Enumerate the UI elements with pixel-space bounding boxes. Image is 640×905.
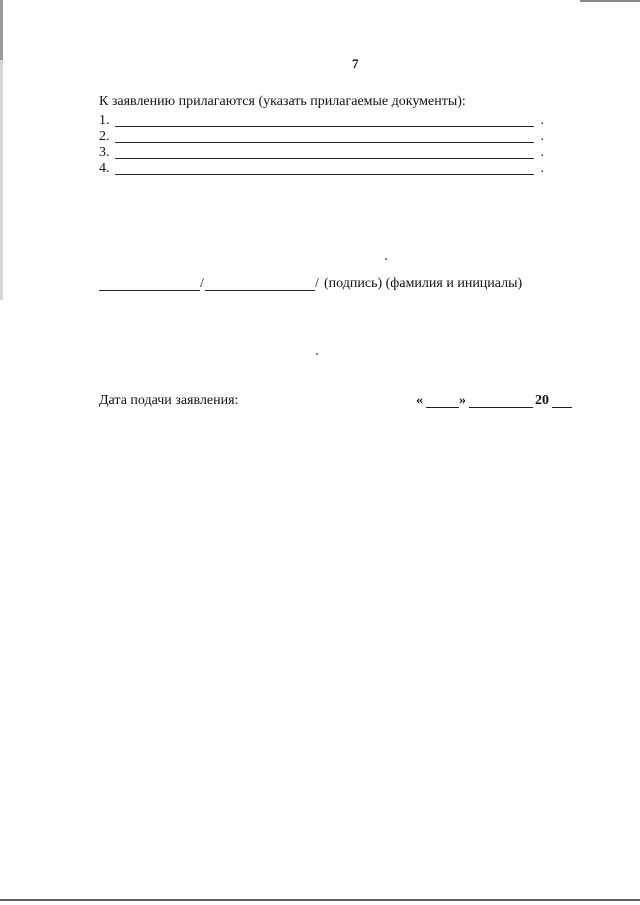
day-blank[interactable]: [426, 407, 459, 408]
submission-date-fields: [416, 393, 576, 411]
date-close-quote: »: [459, 393, 466, 408]
signature-row: [99, 276, 539, 294]
signature-blank[interactable]: [99, 290, 200, 291]
scan-speck: [316, 353, 318, 355]
page-number: 7: [352, 56, 359, 71]
attachment-line-4[interactable]: [99, 161, 544, 177]
signature-separator: /: [315, 276, 319, 291]
fill-in-rule: [115, 142, 534, 143]
attachment-line-end: .: [540, 129, 544, 144]
fill-in-rule: [115, 126, 534, 127]
year-prefix: 20: [535, 393, 549, 408]
attachment-line-end: .: [540, 145, 544, 160]
attachment-line-3[interactable]: [99, 145, 544, 161]
date-open-quote: «: [416, 393, 423, 408]
year-blank[interactable]: [552, 407, 572, 408]
attachment-line-end: .: [540, 161, 544, 176]
attachment-line-number: 3.: [99, 145, 110, 160]
month-blank[interactable]: [469, 407, 533, 408]
name-initials-blank[interactable]: [205, 290, 315, 291]
attachment-line-1[interactable]: [99, 113, 544, 129]
attachment-line-number: 1.: [99, 113, 110, 128]
attachment-line-number: 2.: [99, 129, 110, 144]
attachment-line-2[interactable]: [99, 129, 544, 145]
scan-speck: [385, 258, 387, 260]
scan-edge-bottom: [0, 899, 640, 901]
signature-captions: (подпись) (фамилия и инициалы): [324, 276, 523, 291]
attachments-heading: К заявлению прилагаются (указать прилагаемые документы):: [99, 94, 466, 109]
scan-edge-left: [0, 0, 3, 905]
scan-edge-top: [580, 0, 640, 2]
date-label: Дата подачи заявления:: [99, 393, 239, 408]
fill-in-rule: [115, 158, 534, 159]
attachment-line-number: 4.: [99, 161, 110, 176]
attachment-line-end: .: [540, 113, 544, 128]
fill-in-rule: [115, 174, 534, 175]
signature-separator: /: [200, 276, 204, 291]
